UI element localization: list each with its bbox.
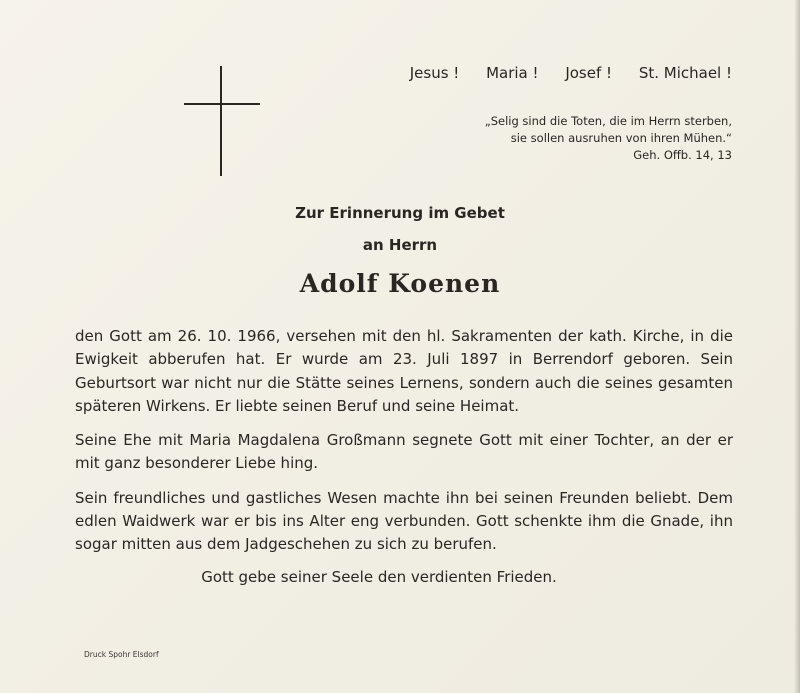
verse-reference: Geh. Offb. 14, 13 xyxy=(633,148,732,162)
deceased-name: Adolf Koenen xyxy=(299,269,501,298)
heading-salutation: an Herrn xyxy=(362,236,438,254)
biography-text xyxy=(75,325,733,600)
invocation-line xyxy=(380,64,732,82)
invocation-jesus: Jesus ! xyxy=(409,64,460,82)
invocation-josef: Josef ! xyxy=(565,64,613,82)
verse-line-1: „Selig sind die Toten, die im Herrn sterben, xyxy=(484,114,732,128)
printer-imprint: Druck Spohr Elsdorf xyxy=(84,650,159,659)
cross-icon xyxy=(184,66,260,176)
heading-remembrance: Zur Erinnerung im Gebet xyxy=(295,204,505,222)
invocation-maria: Maria ! xyxy=(486,64,539,82)
paragraph-2: Seine Ehe mit Maria Magdalena Großmann segnete Gott mit einer Tochter, an der er mit ganz besonderer Liebe hing. xyxy=(75,431,733,473)
closing-blessing: Gott gebe seiner Seele den verdienten Frieden. xyxy=(201,567,557,586)
bible-verse xyxy=(380,113,732,164)
verse-line-2: sie sollen ausruhen von ihren Mühen.“ xyxy=(510,131,732,145)
card-edge-shadow xyxy=(794,0,800,693)
paragraph-1: den Gott am 26. 10. 1966, versehen mit den hl. Sakramenten der kath. Kirche, in die Ewigkeit abberufen hat. Er wurde am 23. Juli 1897 in Berrendorf geboren. Sein Geburtsort war nicht nur die Stätte seines Lernens, sondern auch die seines gesamten späteren Wirkens. Er liebte seinen Beruf und seine Heimat. xyxy=(75,327,733,415)
invocation-michael: St. Michael ! xyxy=(638,64,732,82)
paragraph-3: Sein freundliches und gastliches Wesen machte ihn bei seinen Freunden beliebt. Dem edlen Waidwerk war er bis ins Alter eng verbunden. Gott schenkte ihm die Gnade, ihn sogar mitten aus dem Jadgeschehen zu sich zu berufen. xyxy=(75,488,733,554)
